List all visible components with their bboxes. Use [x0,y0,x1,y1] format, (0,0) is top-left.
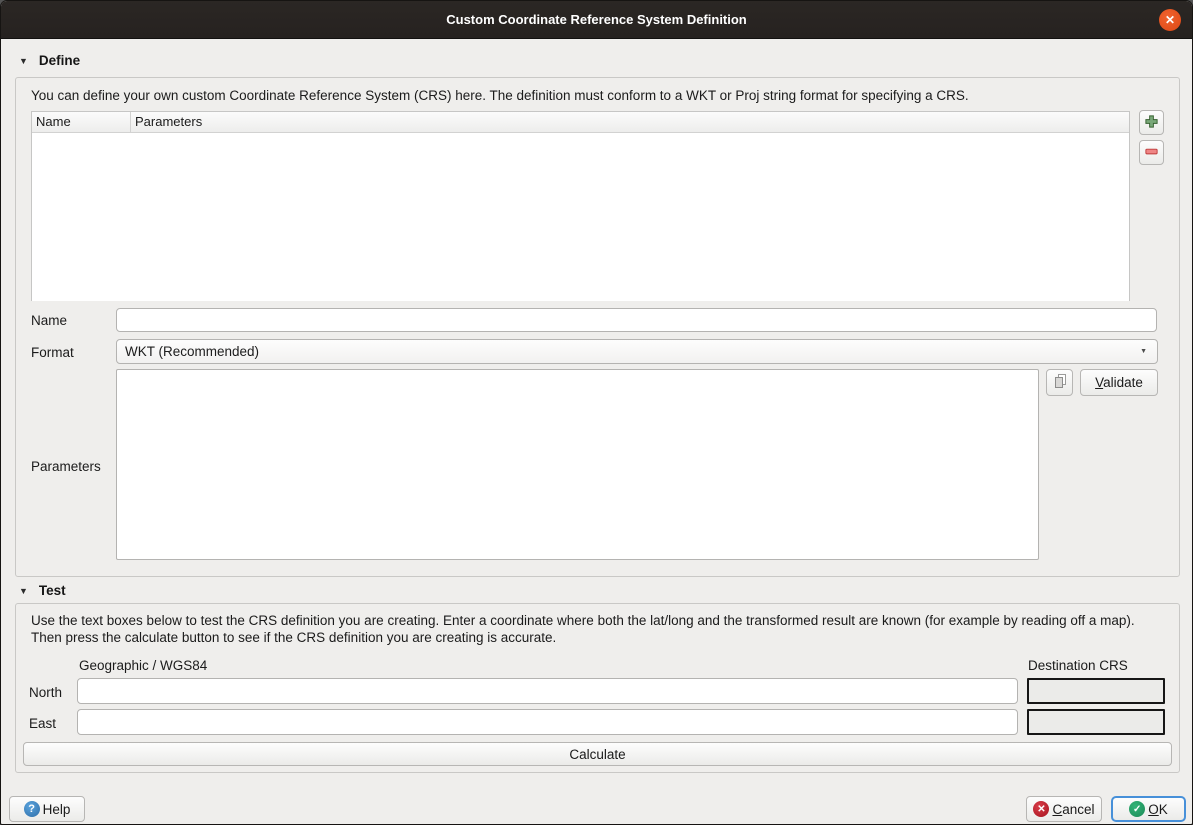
crs-table-col-name[interactable]: Name [32,112,131,132]
east-label: East [29,716,57,731]
add-crs-button[interactable] [1139,110,1164,135]
paste-icon [1052,373,1068,392]
chevron-down-icon: ▼ [1140,348,1147,355]
paste-button[interactable] [1046,369,1073,396]
calculate-button[interactable] [23,742,1172,766]
validate-button[interactable] [1080,369,1158,396]
format-combobox[interactable] [116,339,1158,364]
parameters-label: Parameters [31,459,101,474]
titlebar[interactable] [1,1,1192,39]
name-input[interactable] [116,308,1157,332]
crs-table-body[interactable] [32,133,1129,301]
minus-icon [1144,144,1159,162]
collapse-arrow-icon: ▼ [19,585,28,596]
define-section-header[interactable] [19,53,80,68]
crs-table-col-parameters[interactable]: Parameters [135,114,203,129]
collapse-arrow-icon: ▼ [19,55,28,66]
crs-table-header [32,112,1129,133]
test-section-header[interactable] [19,583,66,598]
parameters-textarea[interactable] [116,369,1039,560]
close-icon: ✕ [1164,13,1176,27]
plus-icon [1144,114,1159,132]
north-input[interactable] [77,678,1018,704]
calculate-label: Calculate [569,746,626,762]
help-label: Help [42,801,71,817]
validate-label: Validate [1095,375,1143,390]
help-button[interactable] [9,796,85,822]
remove-crs-button[interactable] [1139,140,1164,165]
cancel-button[interactable] [1026,796,1102,822]
test-section-title: Test [38,583,66,598]
north-result-box [1027,678,1165,704]
help-icon: ? [24,801,40,817]
east-input[interactable] [77,709,1018,735]
format-selected-value: WKT (Recommended) [125,344,260,359]
cancel-label: Cancel [1052,801,1095,817]
source-crs-group-label: Geographic / WGS84 [79,658,208,673]
cancel-icon: ✕ [1033,801,1049,817]
close-button[interactable] [1159,9,1181,31]
destination-crs-group-label: Destination CRS [1028,658,1128,673]
window-title: Custom Coordinate Reference System Definition [446,12,747,27]
name-label: Name [31,313,68,328]
ok-button[interactable] [1111,796,1186,822]
format-label: Format [31,345,74,360]
ok-icon: ✓ [1129,801,1145,817]
north-label: North [29,685,63,700]
define-section-title: Define [38,53,81,68]
east-result-box [1027,709,1165,735]
crs-table[interactable] [31,111,1130,301]
test-intro-text: Use the text boxes below to test the CRS definition you are creating. Enter a coordinate where both the lat/long and the transformed result are known (for example by reading off a map). Then press the calculate button to see if the CRS definition you are creating is accurate. [31,613,1135,645]
ok-label: OK [1148,801,1168,817]
define-intro-text: You can define your own custom Coordinate Reference System (CRS) here. The definition must conform to a WKT or Proj string format for specifying a CRS. [31,88,969,103]
